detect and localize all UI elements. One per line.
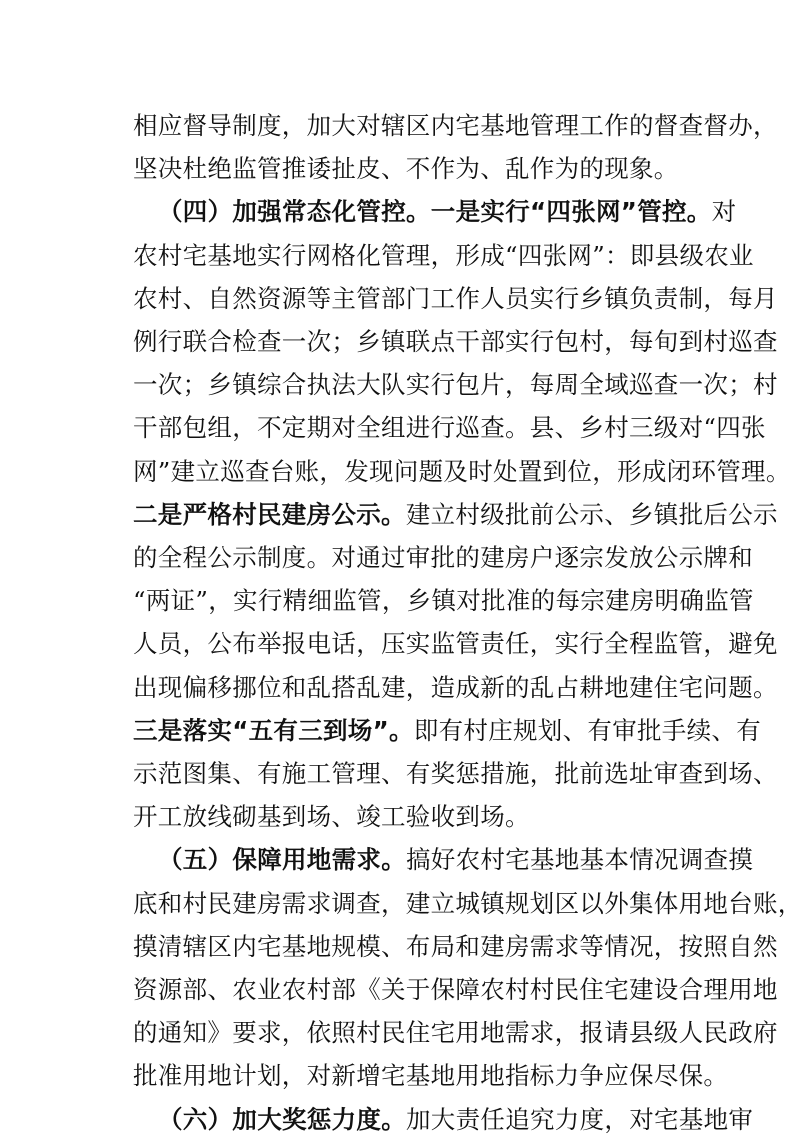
subheading-2-text: 建立村级批前公示、乡镇批后公示 bbox=[405, 500, 778, 529]
section-4-heading: （四）加强常态化管控。一是实行“四张网”管控。 bbox=[158, 197, 712, 226]
paragraph-line: 摸清辖区内宅基地规模、布局和建房需求等情况，按照自然 bbox=[133, 932, 778, 961]
section-4-heading-line bbox=[158, 196, 737, 228]
subheading-line bbox=[133, 715, 762, 747]
subheading-3-text: 即有村庄规划、有审批手续、有 bbox=[413, 716, 762, 745]
paragraph-line: 人员，公布举报电话，压实监管责任，实行全程监管，避免 bbox=[133, 629, 778, 658]
paragraph-line: 干部包组，不定期对全组进行巡查。县、乡村三级对“四张 bbox=[133, 413, 766, 442]
paragraph-line: 底和村民建房需求调查，建立城镇规划区以外集体用地台账， bbox=[133, 889, 803, 918]
section-4-text: 对 bbox=[711, 197, 737, 226]
subheading-line bbox=[133, 499, 778, 531]
paragraph-line: 农村、自然资源等主管部门工作人员实行乡镇负责制，每月 bbox=[133, 284, 778, 313]
paragraph-line: 网”建立巡查台账，发现问题及时处置到位，形成闭环管理。 bbox=[133, 457, 791, 486]
paragraph-line: 的全程公示制度。对通过审批的建房户逐宗发放公示牌和 bbox=[133, 543, 753, 572]
paragraph-line: 示范图集、有施工管理、有奖惩措施，批前选址审查到场、 bbox=[133, 759, 778, 788]
section-6-text: 加大责任追究力度，对宅基地审 bbox=[406, 1105, 754, 1134]
paragraph-line: 农村宅基地实行网格化管理，形成“四张网”：即县级农业 bbox=[133, 241, 754, 270]
paragraph-line: 的通知》要求，依照村民住宅用地需求，报请县级人民政府 bbox=[133, 1018, 778, 1047]
paragraph-line: 相应督导制度，加大对辖区内宅基地管理工作的督查督办， bbox=[133, 111, 778, 140]
paragraph-line: 开工放线砌基到场、竣工验收到场。 bbox=[133, 802, 530, 831]
paragraph-line: 一次；乡镇综合执法大队实行包片，每周全域巡查一次；村 bbox=[133, 370, 778, 399]
section-6-heading: （六）加大奖惩力度。 bbox=[158, 1105, 406, 1134]
paragraph-line: 坚决杜绝监管推诿扯皮、不作为、乱作为的现象。 bbox=[133, 154, 679, 183]
paragraph-line: “两证”，实行精细监管，乡镇对批准的每宗建房明确监管 bbox=[133, 586, 754, 615]
section-6-heading-line bbox=[158, 1104, 754, 1136]
section-5-heading: （五）保障用地需求。 bbox=[158, 845, 406, 874]
section-5-heading-line bbox=[158, 844, 754, 876]
paragraph-line: 出现偏移挪位和乱搭乱建，造成新的乱占耕地建住宅问题。 bbox=[133, 673, 778, 702]
section-5-text: 搞好农村宅基地基本情况调查摸 bbox=[406, 845, 754, 874]
paragraph-line: 批准用地计划，对新增宅基地用地指标力争应保尽保。 bbox=[133, 1061, 729, 1090]
subheading-3: 三是落实“五有三到场”。 bbox=[133, 716, 414, 745]
paragraph-line: 例行联合检查一次；乡镇联点干部实行包村，每旬到村巡查 bbox=[133, 327, 778, 356]
paragraph-line: 资源部、农业农村部《关于保障农村村民住宅建设合理用地 bbox=[133, 975, 778, 1004]
subheading-2: 二是严格村民建房公示。 bbox=[133, 500, 406, 529]
